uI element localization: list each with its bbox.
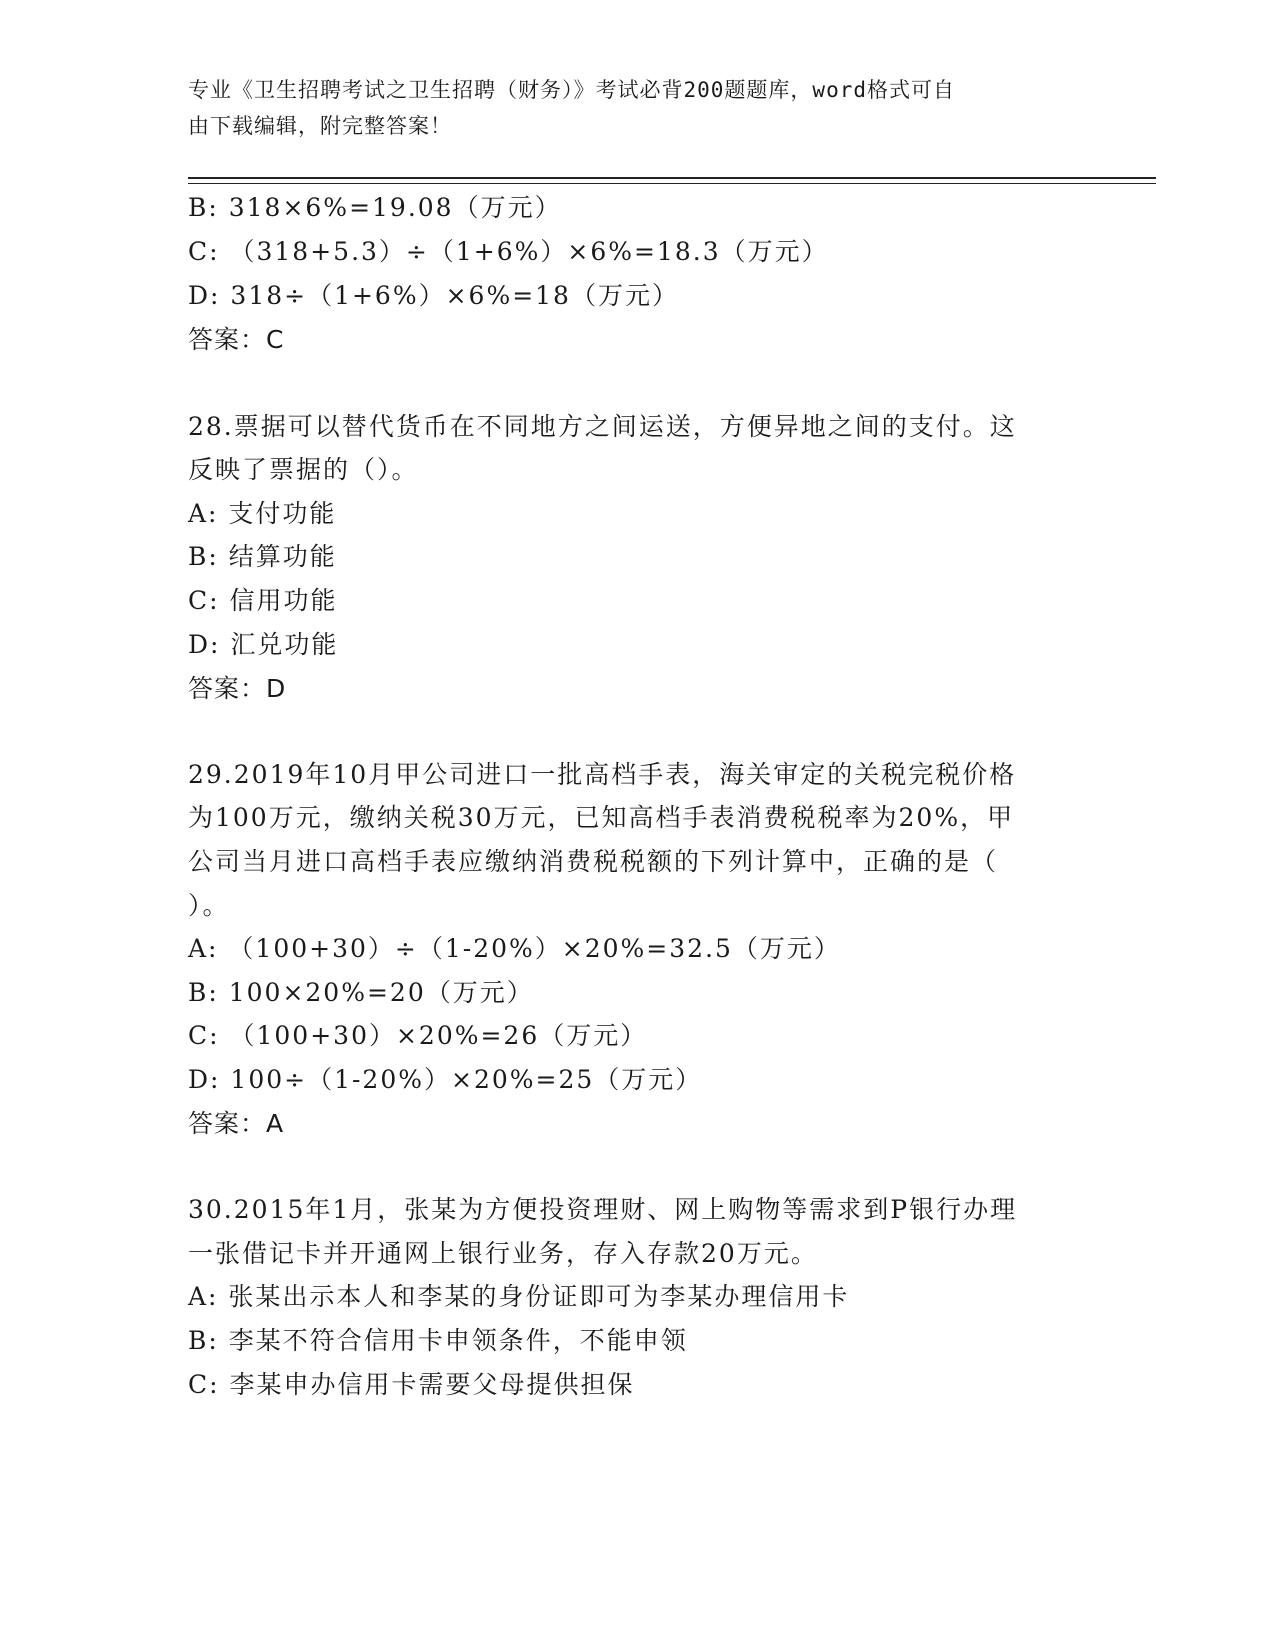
q28-answer: 答案：D — [188, 674, 287, 703]
q29-option-a: A: （100+30）÷（1-20%）×20%=32.5（万元） — [188, 934, 841, 963]
q27-option-d: D: 318÷（1+6%）×6%=18（万元） — [188, 281, 679, 310]
document-header — [188, 72, 1068, 144]
q29-stem-line-1: 29.2019年10月甲公司进口一批高档手表，海关审定的关税完税价格 — [188, 760, 1017, 789]
q29-answer: 答案：A — [188, 1109, 285, 1138]
q30-option-a: A: 张某出示本人和李某的身份证即可为李某办理信用卡 — [188, 1282, 850, 1311]
q29-option-c: C: （100+30）×20%=26（万元） — [188, 1021, 648, 1050]
q28-option-a: A: 支付功能 — [188, 499, 337, 528]
q28-option-d: D: 汇兑功能 — [188, 630, 339, 659]
q27-option-c: C: （318+5.3）÷（1+6%）×6%=18.3（万元） — [188, 237, 829, 266]
q30-option-c: C: 李某申办信用卡需要父母提供担保 — [188, 1370, 635, 1399]
header-line-1: 专业《卫生招聘考试之卫生招聘（财务）》考试必背200题题库，word格式可自 — [188, 78, 955, 102]
q28-stem-line-2: 反映了票据的（）。 — [188, 455, 419, 484]
q28-stem-line-1: 28.票据可以替代货币在不同地方之间运送，方便异地之间的支付。这 — [188, 412, 1017, 441]
q30-option-b: B: 李某不符合信用卡申领条件，不能申领 — [188, 1326, 688, 1355]
q28-option-b: B: 结算功能 — [188, 542, 337, 571]
q27-answer: 答案：C — [188, 325, 285, 354]
header-rule-thick — [188, 177, 1156, 179]
q29-stem-line-3: 公司当月进口高档手表应缴纳消费税税额的下列计算中，正确的是（ — [188, 847, 999, 876]
header-rule-thin — [188, 183, 1156, 184]
q29-stem-line-4: ）。 — [188, 891, 230, 920]
q27-option-b: B: 318×6%=19.08（万元） — [188, 193, 562, 222]
q30-stem-line-1: 30.2015年1月，张某为方便投资理财、网上购物等需求到P银行办理 — [188, 1195, 1018, 1224]
q28-option-c: C: 信用功能 — [188, 586, 338, 615]
q29-stem-line-2: 为100万元，缴纳关税30万元，已知高档手表消费税税率为20%，甲 — [188, 803, 1015, 832]
header-line-2: 由下载编辑，附完整答案！ — [188, 114, 452, 138]
q29-option-b: B: 100×20%=20（万元） — [188, 978, 534, 1007]
q30-stem-line-2: 一张借记卡并开通网上银行业务，存入存款20万元。 — [188, 1239, 818, 1268]
q29-option-d: D: 100÷（1-20%）×20%=25（万元） — [188, 1065, 703, 1094]
